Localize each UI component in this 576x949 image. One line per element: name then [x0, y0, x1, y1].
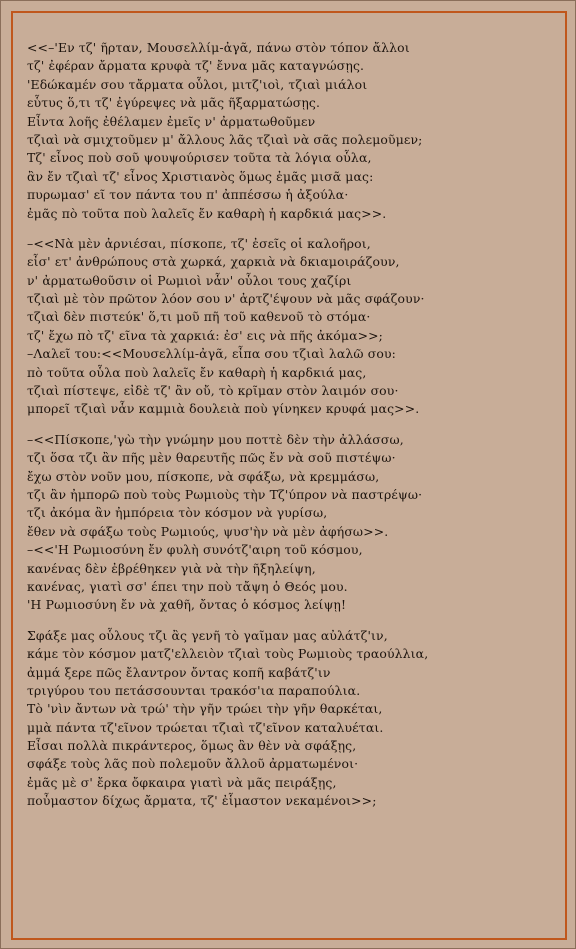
poem-line: σφάξε τοὺς λᾶς ποὺ πολεμοῦν ἄλλοῦ ἀρματωμένοι·: [27, 756, 359, 772]
poem-line: τζιαὶ νὰ σμιχτοῦμεν μ' ἄλλους λᾶς τζιαὶ νὰ σᾶς πολεμοῦμεν;: [27, 131, 423, 147]
poem-line: –Λαλεῖ του:<<Μουσελλίμ-ἀγᾶ, εἶπα σου τζιαὶ λαλῶ σου:: [27, 346, 396, 362]
poem-line: τζιαὶ πίστεψε, εἰδὲ τζ' ἂν οὔ, τὸ κρῖμαν στὸν λαιμόν σου·: [27, 383, 399, 399]
poem-line: ἔχω στὸν νοῦν μου, πίσκοπε, νὰ σφάξω, νὰ κρεμμάσω,: [27, 468, 380, 484]
stanza-1: [27, 39, 547, 223]
poem-line: ἐμᾶς πὸ τοῦτα ποὺ λαλεῖς ἔν καθαρὴ ἡ καρδκιά μας>>.: [27, 205, 387, 221]
poem-line: εἶσ' ετ' ἀνθρώπους στὰ χωρκά, χαρκιὰ νὰ δκιαμοιράζουν,: [27, 254, 400, 270]
poem-text: [27, 39, 547, 823]
poem-line: κανένας, γιατὶ σσ' έπει την ποὺ τἄψη ὁ Θεός μου.: [27, 578, 348, 594]
poem-line: ἔθεν νὰ σφάξω τοὺς Ρωμιούς, ψυσ'ὴν νὰ μὲν ἀφήσω>>.: [27, 523, 389, 539]
poem-line: κανένας δὲν ἐβρέθηκεν γιὰ νὰ τὴν ῆξηλείψη,: [27, 560, 316, 576]
poem-line: τζι ὅσα τζι ἂν πῆς μὲν θαρευτῆς πῶς ἔν νὰ σοῦ πιστέψω·: [27, 450, 396, 466]
poem-line: 'Η Ρωμιοσύνη ἔν νὰ χαθῆ, ὄντας ὁ κόσμος λείψῃ!: [27, 597, 347, 613]
poem-line: πὸ τοῦτα οὗλα ποὺ λαλεῖς ἔν καθαρὴ ἡ καρδκιά μας,: [27, 364, 367, 380]
poem-line: Τὸ 'νὶν ἄντων νὰ τρώ' τὴν γῆν τρώει τὴν γῆν θαρκέται,: [27, 701, 383, 717]
poem-line: –<<Πίσκοπε,'γὼ τὴν γνώμην μου ποττὲ δὲν τὴν ἀλλάσσω,: [27, 431, 404, 447]
poem-line: μπορεῖ τζιαὶ νἇν καμμιὰ δουλειὰ ποὺ γίνηκεν κρυφά μας>>.: [27, 401, 420, 417]
poem-line: ἀμμά ξερε πῶς ἔλαντρον ὄντας κοπῆ καβάτζ'ιν: [27, 664, 331, 680]
poem-line: πυρωμασ' εῖ τον πάντα του π' ἀππέσσω ἡ ἀξούλα·: [27, 187, 349, 203]
poem-line: <<–'Εν τζ' ῆρταν, Μουσελλίμ-ἀγᾶ, πάνω στὸν τόπον ἄλλοι: [27, 40, 410, 55]
poem-line: Εἶσαι πολλὰ πικράντερος, ὅμως ἂν θὲν νὰ σφάξῃς,: [27, 738, 357, 754]
poem-line: ν' ἀρματωθοῦσιν οἱ Ρωμιοὶ νἇν' οὗλοι τους χαζίρι: [27, 272, 352, 288]
poem-line: τζι ἀκόμα ἂν ἠμπόρεια τὸν κόσμον νὰ γυρίσω,: [27, 505, 328, 521]
stanza-4: [27, 627, 547, 811]
poem-line: τζι ἂν ἠμπορῶ ποὺ τοὺς Ρωμιοὺς τὴν Τζ'ύπρον νὰ παστρέψω·: [27, 486, 423, 502]
poem-line: Τζ' εἶνος ποὺ σοῦ ψουψούρισεν τοῦτα τὰ λόγια οὗλα,: [27, 150, 372, 166]
poem-line: Σφάξε μας οὗλους τζι ἂς γενῆ τὸ γαῖμαν μας αὐλάτζ'ιν,: [27, 627, 388, 643]
poem-line: ἐμᾶς μὲ σ' ἔρκα ὄφκαιρα γιατὶ νὰ μᾶς πειράξῃς,: [27, 774, 337, 790]
poem-line: εὗτυς ὅ,τι τζ' ἐγύρεψες νὰ μᾶς ῆξαρματώσῃς.: [27, 95, 321, 111]
stanza-2: [27, 235, 547, 419]
poem-line: κάμε τὸν κόσμον ματζ'ελλειὸν τζιαὶ τοὺς Ρωμιοὺς τραούλλια,: [27, 646, 429, 662]
poem-line: –<<'Η Ρωμιοσύνη ἔν φυλὴ συνότζ'αιρη τοῦ κόσμου,: [27, 542, 363, 558]
poem-line: τριγύρου του πετάσσουνται τρακόσ'ια παραπούλια.: [27, 682, 361, 698]
poem-line: μμὰ πάντα τζ'εῖνον τρώεται τζιαὶ τζ'εῖνον καταλυέται.: [27, 719, 384, 735]
poem-line: τζ' ἐφέραν ἄρματα κρυφὰ τζ' ἔννα μᾶς καταγνώσῃς.: [27, 58, 365, 74]
poem-line: ποὖμαστον δίχως ἄρματα, τζ' ἐἷμαστον νεκαμένοι>>;: [27, 793, 377, 809]
poem-line: τζιαὶ δὲν πιστεύκ' ὅ,τι μοῦ πῆ τοῦ καθενοῦ τὸ στόμα·: [27, 309, 371, 325]
stanza-3: [27, 431, 547, 615]
poem-line: τζιαὶ μὲ τὸν πρῶτον λόον σου ν' ἀρτζ'έψουν νὰ μᾶς σφάζουν·: [27, 291, 425, 307]
poem-line: –<<Νὰ μὲν ἀρνιέσαι, πίσκοπε, τζ' ἐσεῖς οἱ καλοῆροι,: [27, 235, 371, 251]
poem-line: τζ' ἔχω πὸ τζ' εῖνα τὰ χαρκιά: ἐσ' εις νὰ πῆς ἀκόμα>>;: [27, 327, 384, 343]
poem-line: 'Εδώκαμέν σου τἄρματα οὗλοι, μιτζ'ιοὶ, τζιαὶ μιάλοι: [27, 76, 368, 92]
poem-line: ἂν ἔν τζιαὶ τζ' εἶνος Χριστιανὸς ὅμως ἐμᾶς μισᾶ μας:: [27, 168, 374, 184]
poem-line: Εἶντα λοῆς ἐθέλαμεν ἐμεῖς ν' ἀρματωθοῦμεν: [27, 113, 316, 129]
